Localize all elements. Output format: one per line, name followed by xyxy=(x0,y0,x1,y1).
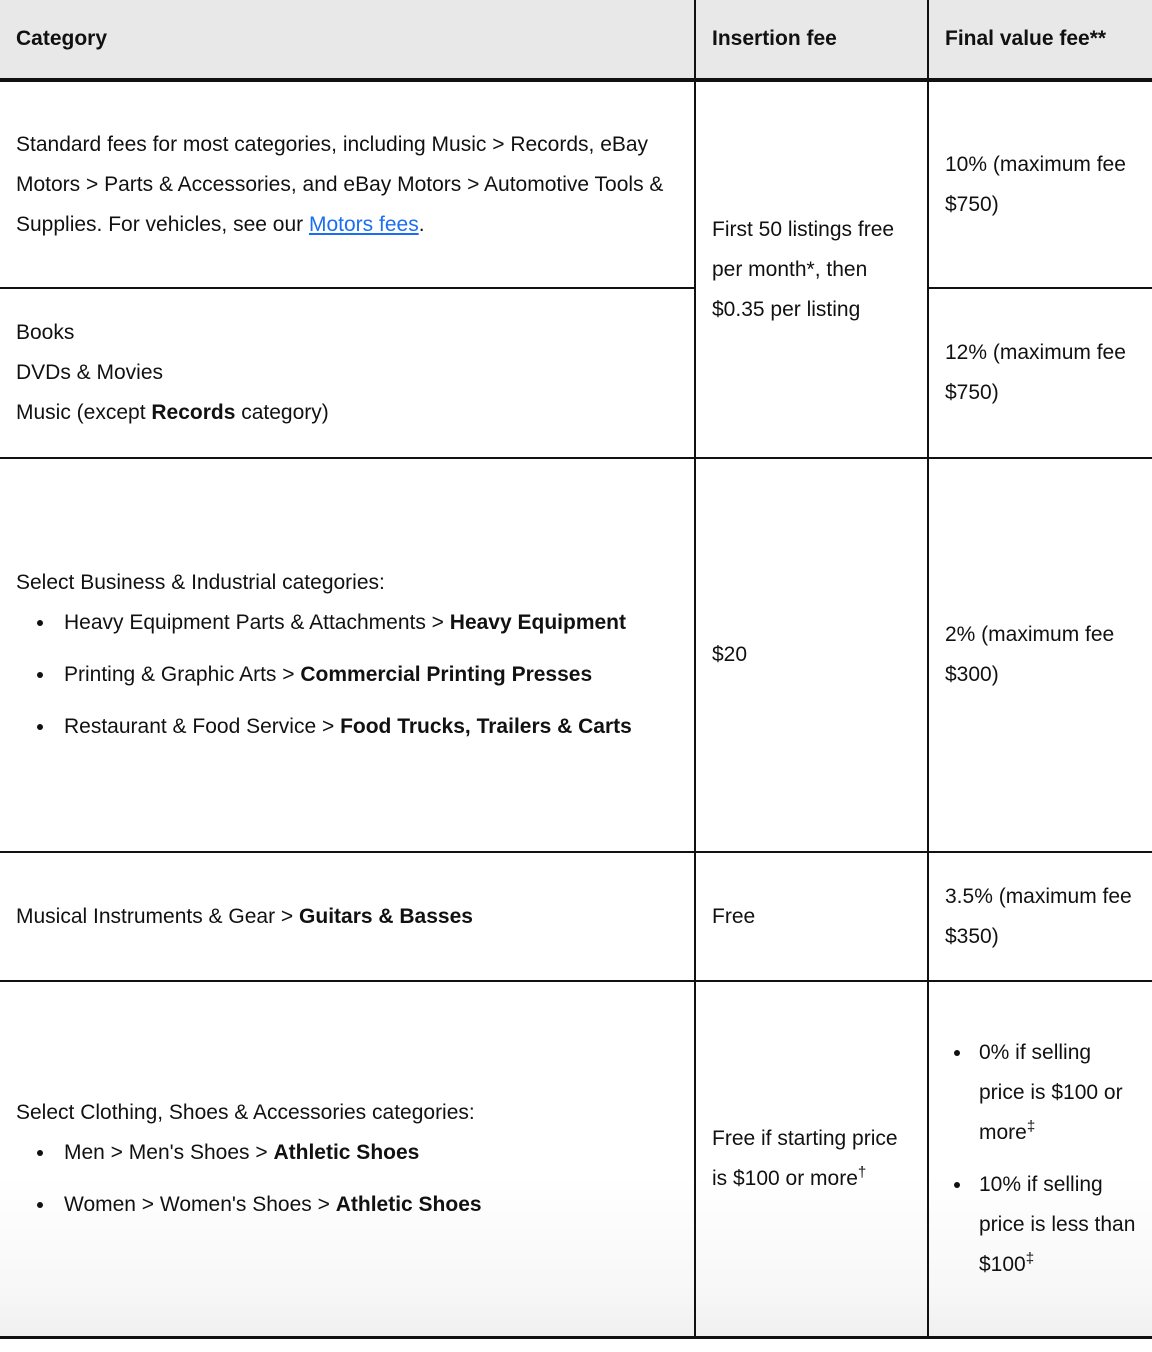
insertion-fee-20-text: $20 xyxy=(712,643,748,666)
cell-category-standard-fees xyxy=(0,80,695,288)
header-category: Category xyxy=(0,0,695,80)
cell-category-musical-instruments xyxy=(0,852,695,981)
table-row-books-dvds-music xyxy=(0,288,1152,458)
table-header xyxy=(0,0,1152,80)
clothing-shoes-list xyxy=(16,1133,678,1225)
category-line: Books xyxy=(16,321,75,344)
table-row-clothing-shoes xyxy=(0,981,1152,1337)
list-item: • Printing & Graphic Arts > Commercial Printing Presses xyxy=(56,655,678,695)
cell-category-clothing-shoes xyxy=(0,981,695,1337)
final-value-fee-10pct-text: 10% (maximum fee $750) xyxy=(945,152,1126,216)
footnote-marker: ‡ xyxy=(1026,1117,1036,1135)
final-value-fee-2pct-text: 2% (maximum fee $300) xyxy=(945,623,1115,686)
final-value-fee-3-5pct-text: 3.5% (maximum fee $350) xyxy=(945,884,1132,948)
cell-final-value-fee-conditional xyxy=(928,981,1152,1337)
cell-final-value-fee-2pct xyxy=(928,458,1152,852)
insertion-fee-standard-text: First 50 listings free per month*, then $0.35 per listing xyxy=(712,217,895,321)
bold-category-name: Heavy Equipment xyxy=(449,611,626,634)
insertion-fee-conditional-free-text: Free if starting price is $100 or more† xyxy=(712,1126,898,1190)
list-item: • Women > Women's Shoes > Athletic Shoes xyxy=(56,1185,678,1225)
list-item: • Men > Men's Shoes > Athletic Shoes xyxy=(56,1133,678,1173)
table-row-musical-instruments xyxy=(0,852,1152,981)
list-item: • Heavy Equipment Parts & Attachments > Heavy Equipment xyxy=(56,603,678,643)
header-final-value-fee: Final value fee** xyxy=(928,0,1152,80)
bold-category-name: Athletic Shoes xyxy=(273,1140,420,1164)
insertion-fee-free-text: Free xyxy=(712,904,756,928)
category-line: Music (except Records category) xyxy=(16,401,329,424)
table-row-business-industrial xyxy=(0,458,1152,852)
cell-insertion-fee-20 xyxy=(695,458,928,852)
musical-instruments-text: Musical Instruments & Gear > Guitars & Basses xyxy=(16,904,473,928)
cell-category-books-dvds-music xyxy=(0,288,695,458)
footnote-marker: ‡ xyxy=(1025,1249,1035,1267)
cell-insertion-fee-free xyxy=(695,852,928,981)
category-line: DVDs & Movies xyxy=(16,361,164,384)
footnote-marker: † xyxy=(857,1163,867,1181)
cell-final-value-fee-3-5pct xyxy=(928,852,1152,981)
final-value-fee-conditional-list xyxy=(945,1033,1136,1285)
bold-category-name: Guitars & Basses xyxy=(299,904,473,928)
table-row-standard-fees xyxy=(0,80,1152,288)
list-item: • 10% if selling price is less than $100‡ xyxy=(973,1165,1136,1285)
motors-fees-link[interactable]: Motors fees xyxy=(308,212,419,236)
bold-category-name: Athletic Shoes xyxy=(335,1192,482,1216)
cell-insertion-fee-conditional-free xyxy=(695,981,928,1337)
bold-category-name: Records xyxy=(151,401,236,424)
bold-category-name: Commercial Printing Presses xyxy=(300,663,593,686)
header-insertion-fee: Insertion fee xyxy=(695,0,928,80)
header-row xyxy=(0,0,1152,80)
cell-final-value-fee-12pct xyxy=(928,288,1152,458)
bold-category-name: Food Trucks, Trailers & Carts xyxy=(340,715,632,738)
business-industrial-list xyxy=(16,603,678,747)
cell-category-business-industrial xyxy=(0,458,695,852)
standard-fees-text: Standard fees for most categories, including Music > Records, eBay Motors > Parts & Accessories, and eBay Motors > Automotive Tools & Supplies. For vehicles, see our Motors fees. xyxy=(16,132,664,236)
list-item: • Restaurant & Food Service > Food Trucks, Trailers & Carts xyxy=(56,707,678,747)
business-industrial-intro: Select Business & Industrial categories: xyxy=(16,571,385,594)
list-item: • 0% if selling price is $100 or more‡ xyxy=(973,1033,1136,1153)
cell-insertion-fee-standard xyxy=(695,80,928,458)
cell-final-value-fee-10pct xyxy=(928,80,1152,288)
books-dvds-music-lines xyxy=(16,313,678,433)
clothing-shoes-intro: Select Clothing, Shoes & Accessories categories: xyxy=(16,1100,475,1124)
final-value-fee-12pct-text: 12% (maximum fee $750) xyxy=(945,341,1126,404)
